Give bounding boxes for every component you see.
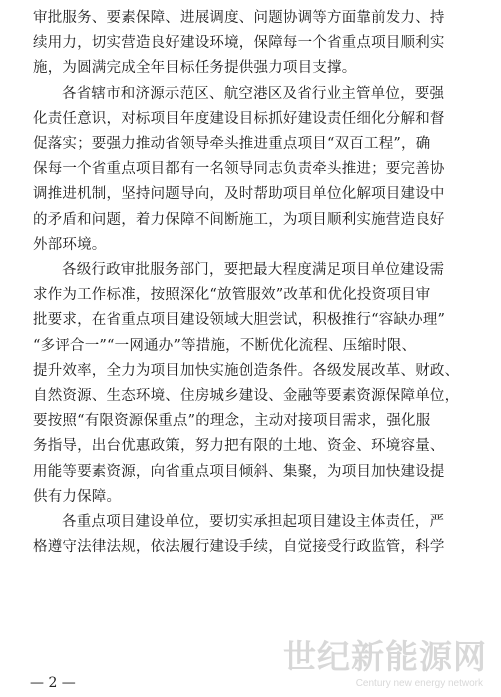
- watermark-logo: [283, 629, 493, 691]
- text-line: 自然资源、生态环境、住房城乡建设、金融等要素资源保障单位，: [33, 388, 460, 404]
- text-line: 保每一个省重点项目都有一名领导同志负责牵头推进；要完善协: [33, 161, 445, 178]
- paragraph-first-line: 各省辖市和济源示范区、航空港区及省行业主管单位，要强: [62, 85, 445, 102]
- watermark-text-cn: 世纪新能源网: [283, 637, 487, 676]
- text-line: 外部环境。: [33, 236, 107, 253]
- text-line: 提升效率，全力为项目加快实施创造条件。各级发展改革、财政、: [33, 362, 460, 379]
- text-line: 促落实；要强力推动省领导牵头推进重点项目“双百工程”，确: [33, 136, 431, 152]
- text-line: 格遵守法律法规，依法履行建设手续，自觉接受行政监管，科学: [33, 539, 445, 556]
- text-line: 用能等要素资源，向省重点项目倾斜、集聚，为项目加快建设提: [33, 463, 445, 480]
- text-line: 求作为工作标准，按照深化“放管服效”改革和优化投资项目审: [33, 287, 431, 304]
- text-line: 调推进机制，坚持问题导向，及时帮助项目单位化解项目建设中: [33, 186, 445, 203]
- text-line: 供有力保障。: [33, 488, 122, 505]
- watermark-text-en: Century new energy network: [355, 678, 483, 689]
- text-line: 化责任意识，对标项目年度建设目标抓好建设责任细化分解和督: [33, 110, 445, 127]
- text-line: 务指导，出台优惠政策，努力把有限的土地、资金、环境容量、: [33, 438, 445, 455]
- text-line: 施，为圆满完成全年目标任务提供强力项目支撑。: [33, 60, 357, 77]
- paragraph-first-line: 各级行政审批服务部门，要把最大程度满足项目单位建设需: [62, 262, 445, 278]
- paragraph-first-line: 审批服务、要素保障、进展调度、问题协调等方面靠前发力、持: [33, 10, 445, 26]
- text-line: 续用力，切实营造良好建设环境，保障每一个省重点项目顺利实: [33, 35, 445, 52]
- paragraph-first-line: 各重点项目建设单位，要切实承担起项目建设主体责任，严: [62, 514, 445, 530]
- text-line: “多评合一”“一网通办”等措施，不断优化流程、压缩时限、: [33, 337, 417, 354]
- text-line: 要按照“有限资源保重点”的理念，主动对接项目需求，强化服: [33, 413, 431, 430]
- text-line: 批要求，在省重点项目建设领域大胆尝试，积极推行“容缺办理”: [33, 312, 446, 329]
- text-line: 的矛盾和问题，着力保障不间断施工，为项目顺利实施营造良好: [33, 211, 445, 228]
- page-number: — 2 —: [30, 675, 76, 691]
